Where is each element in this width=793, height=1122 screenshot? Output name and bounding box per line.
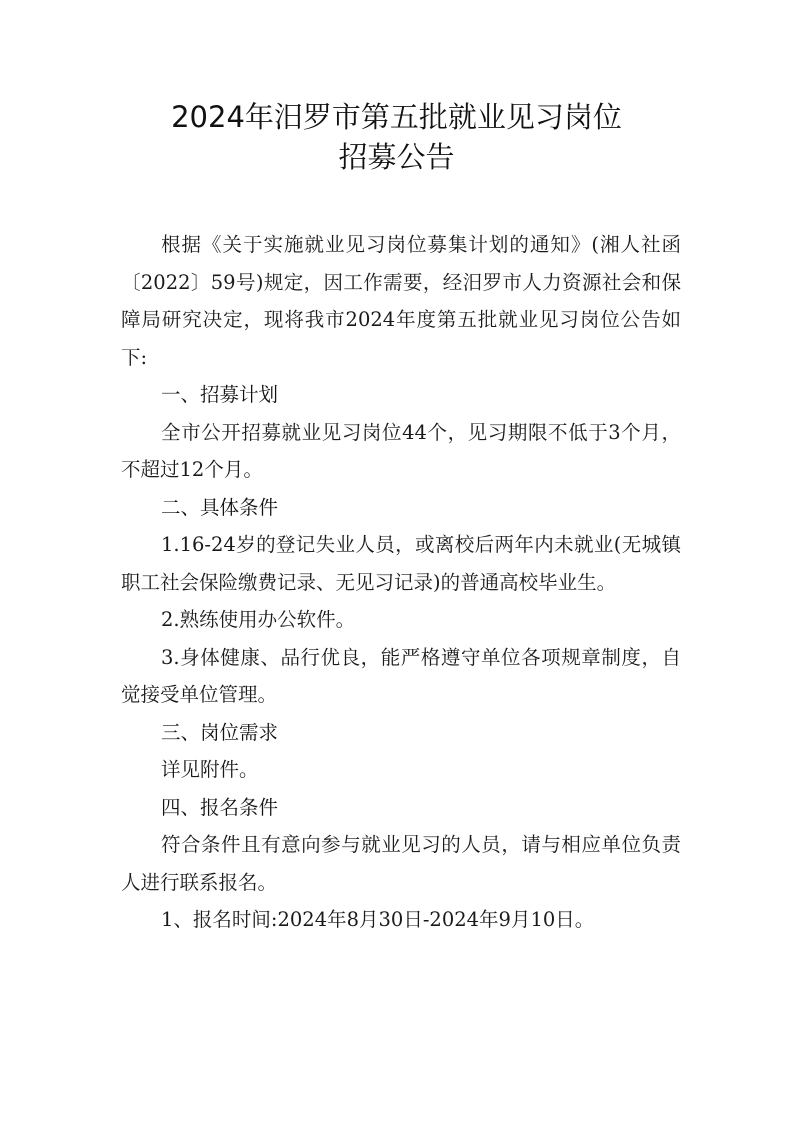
paragraph-condition-2: 2.熟练使用办公软件。 (161, 608, 356, 631)
document-title-line-2: 招募公告 (338, 140, 455, 174)
section-heading-registration: 四、报名条件 (161, 795, 279, 819)
paragraph-registration-time: 1、报名时间:2024年8月30日-2024年9月10日。 (161, 908, 595, 931)
section-heading-conditions: 二、具体条件 (161, 495, 279, 519)
paragraph-condition-3: 3.身体健康、品行优良，能严格遵守单位各项规章制度，自觉接受单位管理。 (121, 645, 681, 706)
section-heading-plan: 一、招募计划 (161, 383, 279, 406)
document-title-line-1: 2024年汨罗市第五批就业见习岗位 (171, 100, 622, 134)
paragraph-positions: 详见附件。 (161, 758, 259, 781)
paragraph-plan: 全市公开招募就业见习岗位44个，见习期限不低于3个月，不超过12个月。 (121, 420, 681, 481)
paragraph-registration: 符合条件且有意向参与就业见习的人员，请与相应单位负责人进行联系报名。 (121, 833, 681, 894)
section-heading-positions: 三、岗位需求 (161, 720, 279, 744)
paragraph-condition-1: 1.16-24岁的登记失业人员，或离校后两年内未就业(无城镇职工社会保险缴费记录、无见习记录)的普通高校毕业生。 (121, 533, 681, 594)
intro-paragraph: 根据《关于实施就业见习岗位募集计划的通知》(湘人社函〔2022〕59号)规定，因工作需要，经汨罗市人力资源社会和保障局研究决定，现将我市2024年度第五批就业见习岗位公告如下: (121, 233, 681, 369)
document-body (121, 226, 681, 939)
